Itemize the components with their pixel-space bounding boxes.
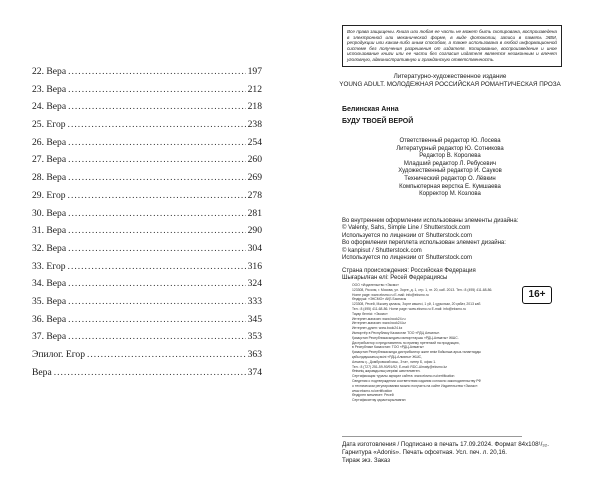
toc-entry-title: 32. Вера [32,242,67,254]
toc-entry-title: 27. Вера [32,154,67,166]
toc-entry-title: 34. Вера [32,278,67,290]
credit-line: Литературный редактор Ю. Сотникова [396,145,504,152]
toc-entry [32,119,262,137]
toc-leader-dots [87,349,246,360]
toc-entry [32,208,262,226]
imprint-line: Шығарылған елі: Ресей Федерациясы [342,275,448,282]
toc-leader-dots [68,190,246,201]
design-credits [342,218,562,262]
table-of-contents [32,66,262,384]
series-label: YOUNG ADULT. МОЛОДЕЖНАЯ РОССИЙСКАЯ РОМАНТИЧЕСКАЯ ПРОЗА [339,81,561,88]
age-rating-badge: 16+ [522,286,552,304]
toc-entry-page: 353 [247,331,262,343]
publisher-detail-line: Тел.: 8 (495) 411-68-86. Home page: www.eksmo.ru E-mail: info@eksmo.ru [352,306,466,311]
toc-leader-dots [68,261,246,272]
toc-entry-page: 290 [247,225,262,237]
divider [342,436,522,437]
publisher-detail-line: Импортёр в Республику Казахстан ТОО «РДЦ Алматы». [352,330,441,335]
publisher-detail-line: 123308, Ресей, Мәскеу қаласы, Зорге көшесі, 1 үй, 1 құрылым, 20 қабат, 2013 каб. [352,302,482,307]
toc-entry-page: 269 [247,172,262,184]
toc-entry [32,137,262,155]
toc-leader-dots [68,84,246,95]
publisher-detail-line: Дистрибьютор и представитель по приему претензий на продукцию, [352,340,460,345]
toc-leader-dots [68,278,246,289]
credit-line: Ответственный редактор Ю. Лосева [399,138,501,144]
publisher-detail-line: Өнімнің жарамдылық мерзімі шектелмеген. [352,369,421,374]
toc-entry [32,225,262,243]
toc-entry-page: 260 [247,154,262,166]
publisher-detail-line: www.eksmo.ru/certification [352,388,393,393]
toc-entry-title: 35. Вера [32,295,67,307]
publisher-detail-line: Home page: www.eksmo.ru E-mail: info@eksmo.ru [352,292,429,297]
toc-entry [32,349,262,367]
publisher-detail-line: Өндіруші: «ЭКСМО» АҚБ Баспасы [352,297,407,302]
design-credit-line: © kanpisut / Shutterstock.com [342,247,422,254]
toc-entry-title: 30. Вера [32,207,67,219]
toc-entry [32,261,262,279]
toc-entry-title: 37. Вера [32,331,67,343]
toc-entry-title: 24. Вера [32,101,67,113]
toc-leader-dots [68,101,246,112]
toc-entry-page: 374 [247,366,262,378]
publisher-detail-line: Өндірген мемлекет: Ресей [352,393,394,398]
toc-leader-dots [68,172,246,183]
publisher-detail-line: Қазақстан Республикасындағы импорттаушы «РДЦ-Алматы» ЖШС. [352,335,459,340]
publisher-detail-line: 123308, Россия, г. Москва, ул. Зорге, д. 1, стр. 1, эт. 20, каб. 2013. Тел.: 8 (495) 411-68-86. [352,287,493,292]
toc-entry-title: 23. Вера [32,83,67,95]
publisher-detail-line: Интернет-дүкен: www.book24.kz [352,326,403,331]
print-info-line: Тираж экз. Заказ [342,456,391,464]
toc-leader-dots [68,154,246,165]
toc-entry-page: 316 [247,260,262,272]
toc-leader-dots [68,296,246,307]
toc-entry-page: 238 [247,119,262,131]
toc-entry-title: 28. Вера [32,172,67,184]
publisher-detail-line: Алматы қ., Домбровский көш., 3«а», литер Б, офис 1. [352,359,437,364]
credits-list [300,138,600,199]
toc-entry [32,154,262,172]
imprint-block [342,268,562,282]
toc-entry-page: 281 [247,207,262,219]
toc-entry-page: 278 [247,189,262,201]
toc-entry-page: 212 [247,83,262,95]
credit-line: Компьютерная верстка Е. Кумшаева [399,183,501,190]
toc-leader-dots [68,225,246,236]
toc-leader-dots [54,367,246,378]
publisher-detail-line: Интернет-магазин: www.book24.kz [352,321,406,326]
publisher-detail-line: Қазақстан Республикасында дистрибьютор және өнім бойынша арыз-талаптарды [352,350,481,355]
toc-entry-title: Эпилог. Егор [32,349,85,360]
toc-leader-dots [68,243,246,254]
toc-entry [32,331,262,349]
author-name: Белинская Анна [342,106,399,113]
genre-label: Литературно-художественное издание [393,73,507,80]
credit-line: Художественный редактор И. Сауков [398,168,502,175]
toc-entry-page: 254 [247,136,262,148]
toc-entry-page: 324 [247,278,262,290]
series-block [310,73,590,89]
credit-line: Технический редактор О. Лёвкин [404,175,496,182]
publisher-detail-line: Сведения о подтверждении соответствия издания согласно законодательству РФ [352,378,482,383]
print-info [342,441,582,464]
toc-entry-page: 363 [247,349,262,360]
design-credit-line: Во оформлении переплета использован элемент дизайна: [342,240,506,247]
publisher-detail-line: Интернет-магазин: www.book24.ru [352,316,406,321]
toc-entry-title: 36. Вера [32,313,67,325]
toc-entry-page: 345 [247,313,262,325]
design-credit-line: Используется по лицензии от Shutterstock.com [342,232,472,239]
publisher-detail-line: Сертификация туралы ақпарат сайтта: www.eksmo.ru/certification [352,374,455,379]
toc-entry-title: 25. Егор [32,119,66,131]
imprint-line: Страна происхождения: Российская Федерация [342,268,476,274]
toc-entry [32,243,262,261]
toc-entry [32,84,262,102]
toc-entry-page: 197 [247,66,262,77]
toc-entry-title: 31. Вера [32,225,67,237]
toc-leader-dots [68,66,246,77]
rights-notice: Все права защищены. Книга или любая ее часть не может быть скопирована, воспроизведена в электронной или механической форме, в виде фотокопии, записи в память ЭВМ, репродукции или каким-либо иным способом, а также использована в любой информационной системе без получения разрешения от издателя. Копирование, воспроизведение и иное использование книги или ее части без согласия издателя является незаконным и влечет уголовную, административную и гражданскую ответственность. [342,25,562,67]
credit-line: Корректор М. Козлова [419,191,481,198]
credit-line: Младший редактор Л. Ребусевич [403,160,497,167]
credit-line: Редактор В. Королева [419,153,481,160]
toc-entry [32,101,262,119]
toc-entry-title: 33. Егор [32,260,66,272]
toc-entry [32,278,262,296]
toc-leader-dots [68,331,246,342]
toc-entry-page: 218 [247,101,262,113]
publisher-detail-line: қабылдаушының өкілі «РДЦ-Алматы» ЖШС, [352,354,423,359]
toc-entry [32,367,262,385]
toc-entry-page: 304 [247,242,262,254]
toc-entry [32,314,262,332]
toc-entry [32,172,262,190]
publisher-detail-line: о техническом регулировании можно получить на сайте Издательства «Эксмо»: [352,383,479,388]
right-page [300,0,600,484]
print-info-line: Гарнитура «Adonis». Печать офсетная. Усл. печ. л. 20,16. [342,448,508,456]
toc-leader-dots [68,137,246,148]
toc-entry [32,190,262,208]
toc-entry-page: 333 [247,295,262,307]
toc-entry-title: 22. Вера [32,66,67,77]
print-info-line: Дата изготовления / Подписано в печать 17.09.2024. Формат 84x108¹/₃₂. [342,441,549,448]
toc-entry-title: Вера [32,366,52,378]
book-title: БУДУ ТВОЕЙ ВЕРОЙ [342,118,414,125]
toc-entry-title: 26. Вера [32,136,67,148]
publisher-detail-line: Тел.: 8 (727) 251-59-90/91/92; E-mail: RDC-Almaty@eksmo.kz [352,364,448,369]
toc-leader-dots [68,314,246,325]
publisher-detail-line: Тауар белгісі: «Эксмо» [352,311,388,316]
design-credit-line: Используется по лицензии от Shutterstock.com [342,255,472,262]
toc-entry-title: 29. Егор [32,189,66,201]
toc-entry [32,66,262,84]
publisher-detail-line: Сертификаттау қарастырылмаған [352,398,406,403]
toc-entry [32,296,262,314]
publisher-detail-line: ООО «Издательство «Эксмо» [352,283,399,287]
design-credit-line: © Valenty, Sahs, Simple Line / Shutterstock.com [342,225,471,232]
design-credit-line: Во внутреннем оформлении использованы элементы дизайна: [342,218,519,224]
toc-leader-dots [68,208,246,219]
publisher-detail-line: в Республике Казахстан: ТОО «РДЦ-Алматы» [352,345,425,350]
toc-leader-dots [68,119,246,130]
